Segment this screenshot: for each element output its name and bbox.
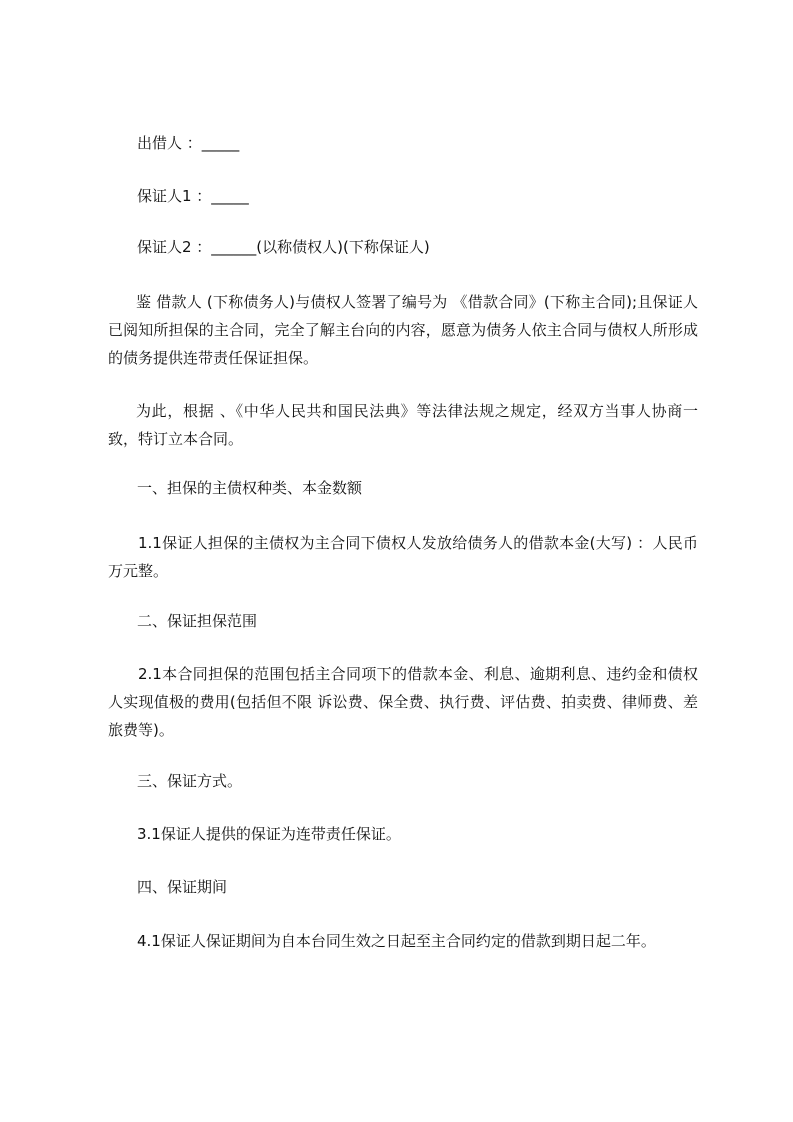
guarantor-2-line: 保证人2 ：______(以称债权人)(下称保证人) — [137, 238, 430, 256]
preamble-paragraph-2: 为此，根据 、《中华人民共和国民法典》等法律法规之规定，经双方当事人协商一致，特订立本合同。 — [108, 402, 698, 448]
section-1-heading: 一、担保的主债权种类、本金数额 — [137, 479, 363, 497]
guarantor-1-line: 保证人1 ：_____ — [137, 187, 249, 205]
section-3-heading: 三、保证方式。 — [137, 772, 243, 790]
preamble-paragraph-1: 鉴 借款人 (下称债务人)与债权人签署了编号为 《借款合同》(下称主合同);且保证人已阅知所担保的主合同，完全了解主台向的内容，愿意为债务人依主合同与债权人所形成的债务提供连带责任保证担保。 — [108, 293, 698, 367]
section-1-clause: 1.1保证人担保的主债权为主合同下债权人发放给债务人的借款本金(大写) ：人民币 万元整。 — [108, 534, 698, 580]
lender-line: 出借人 ：_____ — [137, 134, 240, 152]
section-3-clause: 3.1保证人提供的保证为连带责任保证。 — [137, 825, 401, 843]
section-4-heading: 四、保证期间 — [137, 878, 228, 896]
section-2-clause: 2.1本合同担保的范围包括主合同项下的借款本金、利息、逾期利息、违约金和债权人实现值极的费用(包括但不限 诉讼费、保全费、执行费、评估费、拍卖费、律师费、差旅费等)。 — [108, 665, 698, 739]
section-4-clause: 4.1保证人保证期间为自本台同生效之日起至主合同约定的借款到期日起二年。 — [137, 932, 656, 950]
section-2-heading: 二、保证担保范围 — [137, 612, 258, 630]
